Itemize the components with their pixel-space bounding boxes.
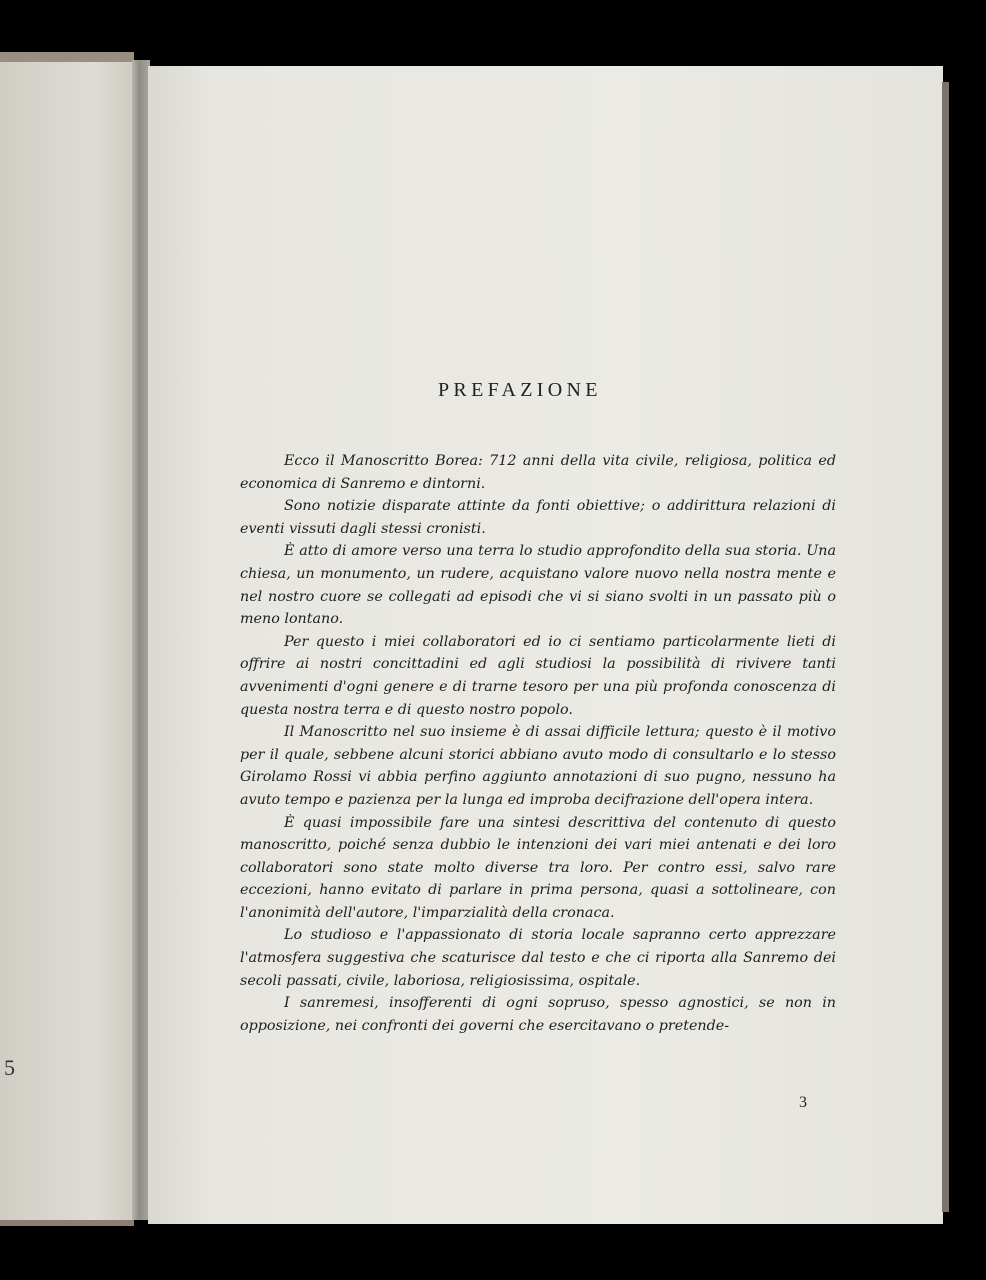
page-number: 3 — [799, 1094, 807, 1111]
paragraph-7: Lo studioso e l'appassionato di storia locale sapranno certo apprezzare l'atmosfera suggestiva che scaturisce dal testo e che ci riporta alla Sanremo dei secoli passati, civile, laboriosa, religiosissima, ospitale. — [240, 927, 836, 989]
left-page — [0, 52, 134, 1226]
paragraph-6: È quasi impossibile fare una sintesi descrittiva del contenuto di questo manoscritto, poiché senza dubbio le intenzioni dei vari miei antenati e dei loro collaboratori sono state molto diverse tra loro. Per contro essi, salvo rare eccezioni, hanno evitato di parlare in prima persona, quasi a sottolineare, con l'anonimità dell'autore, l'imparzialità della cronaca. — [240, 814, 836, 921]
paragraph-4: Per questo i miei collaboratori ed io ci sentiamo particolarmente lieti di offrire ai nostri concittadini ed agli studiosi la possibilità di rivivere tanti avvenimenti d'ogni genere e di trarne tesoro per una più profonda conoscenza di questa nostra terra e di questo nostro popolo. — [240, 633, 836, 718]
left-page-edge — [0, 52, 134, 62]
paragraph-3: È atto di amore verso una terra lo studio approfondito della sua storia. Una chiesa, un monumento, un rudere, acquistano valore nuovo nella nostra mente e nel nostro cuore se collegati ad episodi che vi si siano svolti in un passato più o meno lontano. — [240, 543, 836, 628]
right-page — [148, 66, 943, 1224]
paragraph-1: Ecco il Manoscritto Borea: 712 anni della vita civile, religiosa, politica ed economica di Sanremo e dintorni. — [240, 453, 836, 492]
paragraph-2: Sono notizie disparate attinte da fonti obiettive; o addirittura relazioni di eventi vissuti dagli stessi cronisti. — [240, 498, 836, 537]
page-title: PREFAZIONE — [438, 379, 602, 401]
open-book — [0, 52, 950, 1227]
page-block-edge — [942, 82, 949, 1212]
paragraph-5: Il Manoscritto nel suo insieme è di assai difficile lettura; questo è il motivo per il quale, sebbene alcuni storici abbiano avuto modo di consultarlo e lo stesso Girolamo Rossi vi abbia perfino aggiunto annotazioni di suo pugno, nessuno ha avuto tempo e pazienza per la lunga ed improba decifrazione dell'opera intera. — [240, 724, 836, 808]
left-page-margin-mark: 5 — [4, 1055, 15, 1080]
preface-text — [240, 450, 836, 1037]
paragraph-8: I sanremesi, insofferenti di ogni sopruso, spesso agnostici, se non in opposizione, nei confronti dei governi che esercitavano o pretende- — [240, 995, 836, 1034]
